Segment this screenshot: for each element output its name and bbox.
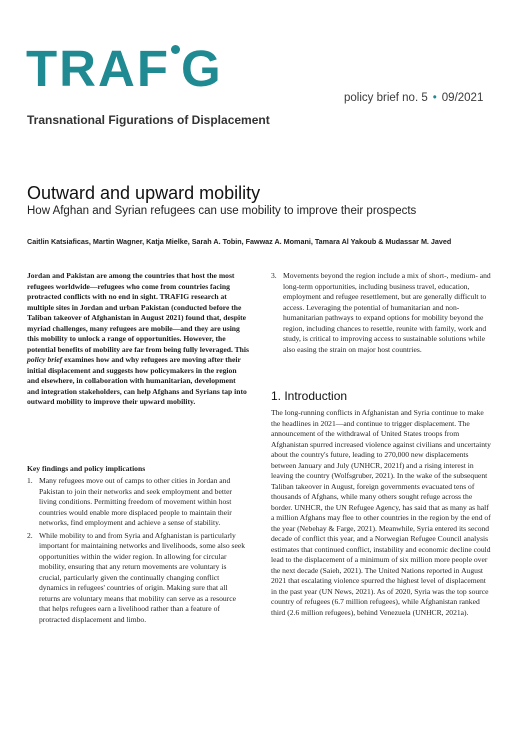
right-findings-list (271, 271, 493, 357)
list-item (27, 476, 249, 529)
item-text: Movements beyond the region include a mix of short-, medium- and long-term opportunities, including business travel, education, employment and refugee resettlement, but are generally difficult to access. Leveraging the potential of humanitarian and non-humanitarian pathways to expand options for mobility beyond the region, including chances to resettle, reunite with family, work and study, is critical to improving access to sustainable solutions while also easing the strain on major host countries. (283, 271, 491, 354)
lead-paragraph (27, 271, 249, 408)
lead-text-a: Jordan and Pakistan are among the countries that host the most refugees worldwide—refugees who come from countries facing protracted conflicts with no end in sight. TRAFIG research at multiple sites in Jordan and urban Pakistan (conducted before the Taliban takeover of Afghanistan in August 2021) found that, despite myriad challenges, many refugees are mobile—and they are using this mobility to unlock a range of opportunities. However, the potential benefits of mobility are far from being fully leveraged. This (27, 271, 249, 354)
list-item (271, 271, 493, 355)
logo-text-left: TRAF (26, 40, 170, 97)
brief-label: policy brief no. 5 (344, 92, 428, 104)
list-item (27, 531, 249, 626)
key-findings-list (27, 476, 249, 627)
item-text: While mobility to and from Syria and Afghanistan is particularly important for maintaining networks and livelihoods, some also seek opportunities within the wider region. In allowing for circular mobility, ensuring that any return movements are voluntary is crucial, particularly given the continually changing conflict dynamics in refugees' countries of origin. Making sure that all returns are voluntary means that mobility can serve as a resource that helps refugees earn a livelihood rather than a feature of protracted displacement and limbo. (39, 530, 246, 624)
trafig-logo (26, 40, 223, 97)
logo-text-right: G (180, 40, 223, 97)
item-text: Many refugees move out of camps to other cities in Jordan and Pakistan to join their networks and seek employment and better living conditions. Permitting freedom of movement within host countries would enable more displaced people to maintain their networks, find employment and achieve a sense of stability. (39, 476, 232, 527)
authors: Caitlin Katsiaficas, Martin Wagner, Katja Mielke, Sarah A. Tobin, Fawwaz A. Momani, Tamara Al Yakoub & Mudassar M. Javed (27, 237, 452, 246)
item-number: 3. (271, 271, 277, 280)
brief-date: 09/2021 (441, 92, 484, 104)
tagline: Transnational Figurations of Displacement (27, 113, 270, 127)
key-findings-heading: Key findings and policy implications (27, 464, 146, 473)
lead-emphasis: policy brief (27, 355, 63, 364)
introduction-paragraph: The long-running conflicts in Afghanistan and Syria continue to make the headlines in 2021—and continue to trigger displacement. The announcement of the withdrawal of United States troops from Afghanistan spurred increased violence against civilians and uncertainty about the country's future, leading to 270,000 new displacements between January and July (UNHCR, 2021f) and a rising interest in leaving the country (Wolfsgruber, 2021). In the wake of the subsequent Taliban takeover in August, foreign governments evacuated tens of thousands of Afghans, while many others sought refuge across the border. UNHCR, the UN Refugee Agency, has said that as many as half a million Afghans may flee to other countries in the region by the end of the year (Nebehay & Farge, 2021). Meanwhile, Syria entered its second decade of conflict this year, and a Norwegian Refugee Council analysis estimates that continued conflict, instability and economic decline could lead to the displacement of a minimum of six million more people over the next decade (Saieh, 2021). The United Nations reported in August 2021 that escalating violence spurred the highest level of displacement in the past year (UN News, 2021). As of 2020, Syria was the top source country of refugees (6.7 million refugees), while Afghanistan ranked third (2.6 million refugees), behind Venezuela (UNHCR, 2021a). (271, 408, 491, 617)
logo-dot (171, 45, 180, 54)
item-number: 1. (27, 476, 33, 485)
page-title: Outward and upward mobility (27, 183, 261, 203)
introduction-heading: 1. Introduction (271, 389, 348, 403)
separator-dot: • (432, 92, 437, 104)
item-number: 2. (27, 530, 33, 540)
page-subtitle: How Afghan and Syrian refugees can use mobility to improve their prospects (27, 205, 417, 217)
brief-info (344, 92, 483, 104)
lead-text-b: examines how and why refugees are moving after their initial displacement and suggests how policymakers in the region and elsewhere, in collaboration with humanitarian, development and integration stakeholders, can help Afghans and Syrians tap into outward mobility to improve their upward mobility. (27, 355, 247, 406)
